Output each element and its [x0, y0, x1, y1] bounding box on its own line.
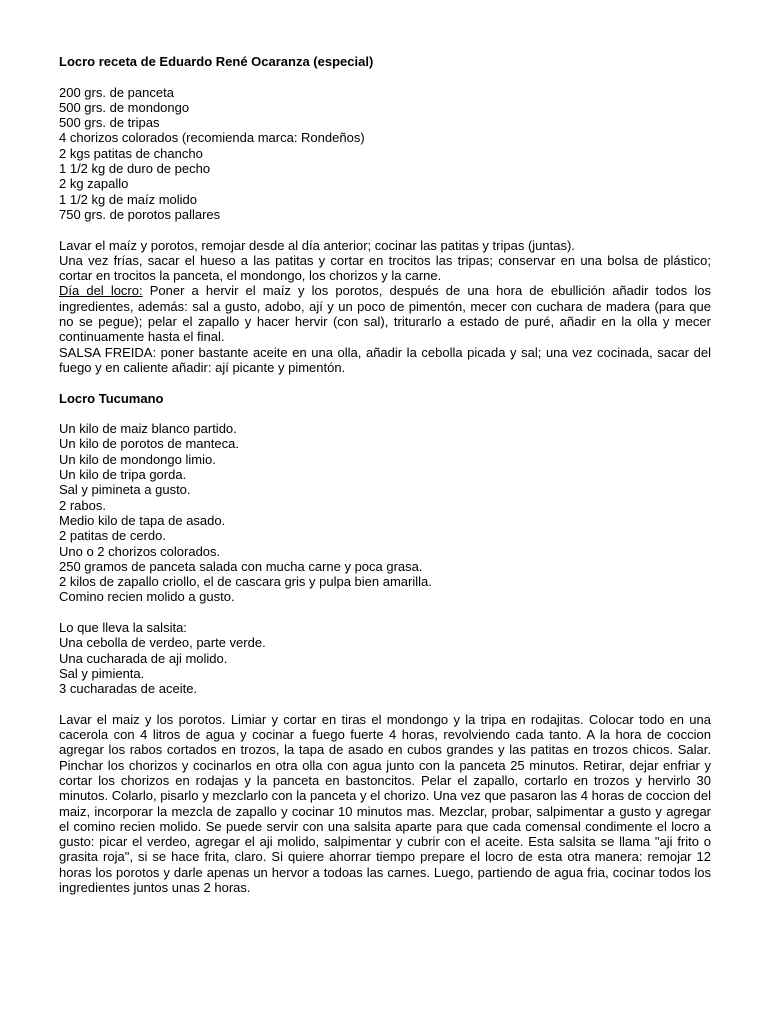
recipe2-title: Locro Tucumano — [59, 390, 164, 406]
step-3-text: Poner a hervir el maíz y los porotos, después de una hora de ebullición añadir todos los ingredientes, además: sal a gusto, adobo, ají y un poco de pimentón, mecer con cuchara de madera (para que no se pegue); pelar el zapallo y hacer hervir (con sal), triturarlo a estado de puré, añadir en la olla y mecer continuamente hasta el final. — [59, 283, 711, 345]
list-item: 2 kg zapallo — [59, 176, 129, 192]
list-item: Una cebolla de verdeo, parte verde. — [59, 635, 266, 651]
list-item: Medio kilo de tapa de asado. — [59, 512, 226, 528]
list-item: Un kilo de mondongo limio. — [59, 451, 216, 467]
list-item: Uno o 2 chorizos colorados. — [59, 543, 221, 559]
list-item: Un kilo de porotos de manteca. — [59, 436, 239, 452]
recipe2-method: Lavar el maiz y los porotos. Limiar y cortar en tiras el mondongo y la tripa en rodajitas. Colocar todo en una cacerola con 4 litros de agua y cocinar a fuego fuerte 4 horas, revolviendo cada tanto. A la hora de coccion agregar los rabos cortados en trozos, la tapa de asado en cubos grandes y las patitas en trozos chicos. Salar. Pinchar los chorizos y cocinarlos en otra olla con agua junto con la panceta 25 minutos. Retirar, dejar enfriar y cortar los chorizos en rodajas y la panceta en bastoncitos. Pelar el zapallo, cortarlo en trozos y hervirlo 30 minutos. Colarlo, pisarlo y mezclarlo con la panceta y el chorizo. Una vez que pasaron las 4 horas de coccion del maiz, incorporar la mezcla de zapallo y cocinar 10 minutos mas. Mezclar, probar, salpimentar a gusto y agregar el comino recien molido. Se puede servir con una salsita aparte para que cada comensal condimente el locro a gusto: picar el verdeo, agregar el aji molido, salpimentar y cubrir con el aceite. Esta salsita se llama "aji frito o grasita roja", si se hace frita, claro. Si quiere ahorrar tiempo prepare el locro de esta otra manera: remojar 12 horas los porotos y darle apenas un hervor a todoas las carnes. Luego, partiendo de agua fria, cocinar todos los ingredientes juntos unas 2 horas. — [59, 711, 711, 896]
sauce-heading: Lo que lleva la salsita: — [59, 619, 187, 635]
recipe1-step-2: Una vez frías, sacar el hueso a las patitas y cortar en trocitos las tripas; conservar en una bolsa de plástico; cortar en trocitos la panceta, el mondongo, los chorizos y la carne. — [59, 252, 711, 284]
list-item: 200 grs. de panceta — [59, 84, 174, 100]
list-item: Una cucharada de aji molido. — [59, 650, 228, 666]
recipe1-step-4: SALSA FREIDA: poner bastante aceite en una olla, añadir la cebolla picada y sal; una vez cocinada, sacar del fuego y en caliente añadir: ají picante y pimentón. — [59, 344, 711, 375]
list-item: 4 chorizos colorados (recomienda marca: Rondeños) — [59, 130, 365, 146]
recipe1-step-3 — [59, 283, 711, 344]
list-item: 1 1/2 kg de maíz molido — [59, 191, 198, 207]
step-label-dia-del-locro: Día del locro: — [59, 283, 143, 299]
list-item: 250 gramos de panceta salada con mucha carne y poca grasa. — [59, 558, 423, 574]
list-item: 500 grs. de tripas — [59, 115, 160, 131]
list-item: Un kilo de tripa gorda. — [59, 467, 187, 483]
recipe2-ingredient-list — [59, 421, 711, 605]
document-page — [59, 54, 711, 895]
list-item: 750 grs. de porotos pallares — [59, 206, 221, 222]
list-item: Comino recien molido a gusto. — [59, 589, 235, 605]
list-item: 2 rabos. — [59, 497, 106, 513]
list-item: Sal y pimineta a gusto. — [59, 482, 191, 498]
list-item: Un kilo de maiz blanco partido. — [59, 421, 237, 437]
sauce-ingredient-list — [59, 635, 711, 696]
list-item: Sal y pimienta. — [59, 665, 145, 681]
list-item: 2 kgs patitas de chancho — [59, 145, 203, 161]
list-item: 500 grs. de mondongo — [59, 99, 190, 115]
list-item: 2 kilos de zapallo criollo, el de cascara gris y pulpa bien amarilla. — [59, 574, 432, 590]
recipe1-step-1: Lavar el maíz y porotos, remojar desde al día anterior; cocinar las patitas y tripas (juntas). — [59, 237, 575, 253]
list-item: 2 patitas de cerdo. — [59, 528, 166, 544]
list-item: 3 cucharadas de aceite. — [59, 681, 198, 697]
recipe1-title: Locro receta de Eduardo René Ocaranza (especial) — [59, 54, 374, 69]
recipe1-ingredient-list — [59, 85, 711, 223]
list-item: 1 1/2 kg de duro de pecho — [59, 161, 211, 177]
